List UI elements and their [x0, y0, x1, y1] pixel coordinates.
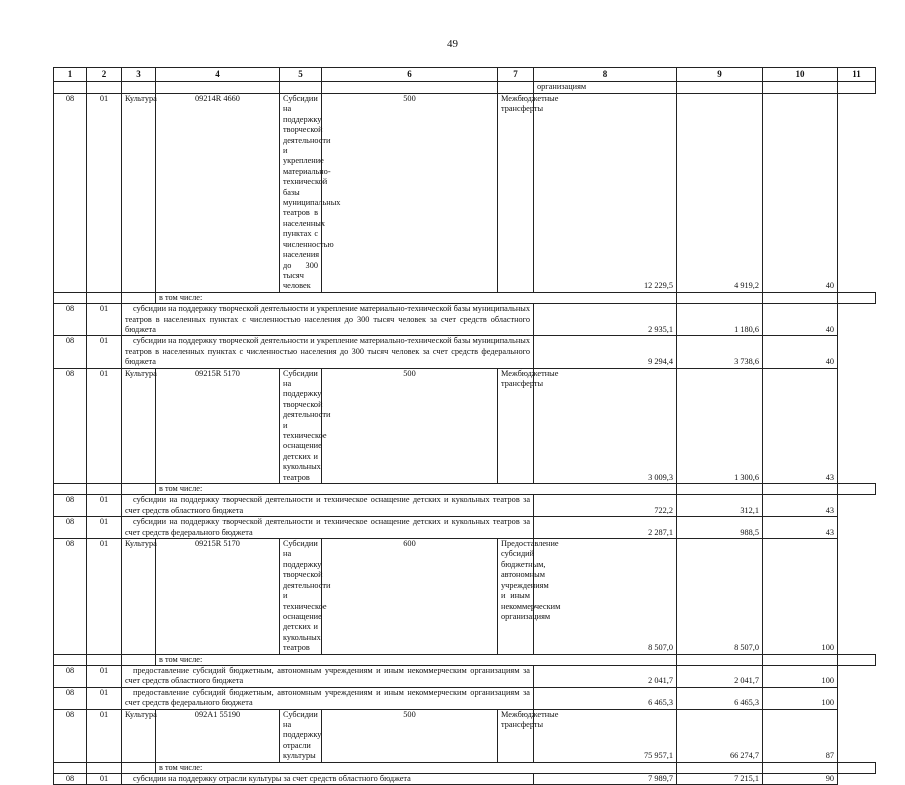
note-row — [54, 762, 876, 773]
cell-subsection: 01 — [87, 94, 122, 293]
table-row — [54, 709, 876, 762]
cell-subsection: 01 — [87, 304, 122, 336]
cell-sub-description: субсидии на поддержку творческой деятельности и укрепление материально-технической базы муниципальных театров в населенных пунктах с численностью населения до 300 тысяч человек за счет средств областного бюджета — [122, 304, 534, 336]
cell-value-10: 312,1 — [677, 495, 763, 517]
cell-value-11: 43 — [763, 368, 838, 483]
cell-description: Субсидии на поддержку отрасли культуры — [280, 709, 322, 762]
column-header-9: 9 — [677, 68, 763, 82]
cell-expense-type: 500 — [322, 709, 498, 762]
cell-value-9: 6 465,3 — [534, 687, 677, 709]
cell-section: 08 — [54, 709, 87, 762]
cell-value-10: 8 507,0 — [677, 539, 763, 654]
column-header-10: 10 — [763, 68, 838, 82]
cell-expense-type: 500 — [322, 94, 498, 293]
cell-value-9: 7 989,7 — [534, 774, 677, 785]
cell-value-9: 3 009,3 — [534, 368, 677, 483]
cell-value-9: 75 957,1 — [534, 709, 677, 762]
cell-note: в том числе: — [156, 484, 677, 495]
column-header-2: 2 — [87, 68, 122, 82]
cell-target-code: 092A1 55190 — [156, 709, 280, 762]
cell-subsection: 01 — [87, 687, 122, 709]
note-row — [54, 292, 876, 303]
cell-value-9: 2 935,1 — [534, 304, 677, 336]
column-header-3: 3 — [122, 68, 156, 82]
column-header-11: 11 — [838, 68, 876, 82]
cell-value-9: 12 229,5 — [534, 94, 677, 293]
column-header-5: 5 — [280, 68, 322, 82]
cell-value-11: 100 — [763, 665, 838, 687]
header-row — [54, 68, 876, 82]
cell-subsection: 01 — [87, 774, 122, 785]
cell-section: 08 — [54, 665, 87, 687]
cell-value-10: 6 465,3 — [677, 687, 763, 709]
cell-value-10: 1 180,6 — [677, 304, 763, 336]
cell-sub-description: субсидии на поддержку творческой деятельности и техническое оснащение детских и кукольных театров за счет средств областного бюджета — [122, 495, 534, 517]
cell-section: 08 — [54, 539, 87, 654]
column-header-7: 7 — [498, 68, 534, 82]
cell-value-11: 90 — [763, 774, 838, 785]
cell-value-9: 2 287,1 — [534, 517, 677, 539]
cell-value-11: 100 — [763, 539, 838, 654]
cell-value-11: 43 — [763, 517, 838, 539]
cell-description: Субсидии на поддержку творческой деятельности и техническое оснащение детских и кукольных театров — [280, 368, 322, 483]
cell-value-10: 3 738,6 — [677, 336, 763, 368]
column-header-6: 6 — [322, 68, 498, 82]
cell-name: Культура — [122, 368, 156, 483]
cell-name: Культура — [122, 539, 156, 654]
cell-value-9: 722,2 — [534, 495, 677, 517]
budget-table — [53, 67, 876, 785]
cell-value-9: 9 294,4 — [534, 336, 677, 368]
table-row — [54, 539, 876, 654]
cell-value-10: 7 215,1 — [677, 774, 763, 785]
note-row — [54, 484, 876, 495]
list-item — [54, 774, 876, 785]
cell-section: 08 — [54, 336, 87, 368]
list-item — [54, 495, 876, 517]
cell-value-9: 8 507,0 — [534, 539, 677, 654]
cell-sub-description: предоставление субсидий бюджетным, автономным учреждениям и иным некоммерческим организациям за счет средств федерального бюджета — [122, 687, 534, 709]
cell-expense-name: Межбюджетные трансферты — [498, 709, 534, 762]
page-number: 49 — [447, 38, 458, 50]
cell-value-11: 43 — [763, 495, 838, 517]
note-row — [54, 654, 876, 665]
cell-target-code: 09215R 5170 — [156, 368, 280, 483]
cell-value-10: 2 041,7 — [677, 665, 763, 687]
cell-subsection: 01 — [87, 539, 122, 654]
cell-subsection: 01 — [87, 495, 122, 517]
column-header-8: 8 — [534, 68, 677, 82]
cell-sub-description: предоставление субсидий бюджетным, автономным учреждениям и иным некоммерческим организациям за счет средств областного бюджета — [122, 665, 534, 687]
cell-section: 08 — [54, 687, 87, 709]
cell-note: в том числе: — [156, 654, 677, 665]
cell-value-11: 40 — [763, 336, 838, 368]
list-item — [54, 517, 876, 539]
list-item — [54, 304, 876, 336]
list-item — [54, 336, 876, 368]
cell-value-10: 988,5 — [677, 517, 763, 539]
cell-value-11: 87 — [763, 709, 838, 762]
cell-subsection: 01 — [87, 709, 122, 762]
table-row — [54, 368, 876, 483]
cell-subsection: 01 — [87, 665, 122, 687]
continuation-row — [54, 82, 876, 94]
cell-expense-type: 500 — [322, 368, 498, 483]
column-header-4: 4 — [156, 68, 280, 82]
cell-target-code: 09215R 5170 — [156, 539, 280, 654]
cell-section: 08 — [54, 368, 87, 483]
cell-section: 08 — [54, 304, 87, 336]
cell-expense-type: 600 — [322, 539, 498, 654]
cell-note: в том числе: — [156, 762, 677, 773]
table-row — [54, 94, 876, 293]
cell-expense-name: Предоставление субсидий бюджетным, автономным учреждениям и иным некоммерческим организациям — [498, 539, 534, 654]
cell-sub-description: субсидии на поддержку творческой деятельности и техническое оснащение детских и кукольных театров за счет средств федерального бюджета — [122, 517, 534, 539]
cell-description: Субсидии на поддержку творческой деятельности и техническое оснащение детских и кукольных театров — [280, 539, 322, 654]
cell-name: Культура — [122, 709, 156, 762]
cell-value-10: 66 274,7 — [677, 709, 763, 762]
list-item — [54, 687, 876, 709]
cell-expense-name: Межбюджетные трансферты — [498, 368, 534, 483]
cell-note: в том числе: — [156, 292, 677, 303]
cell-sub-description: субсидии на поддержку отрасли культуры за счет средств областного бюджета — [122, 774, 534, 785]
cell-subsection: 01 — [87, 336, 122, 368]
cell-section: 08 — [54, 517, 87, 539]
cell-section: 08 — [54, 495, 87, 517]
cell-subsection: 01 — [87, 517, 122, 539]
cell-description: Субсидии на поддержку творческой деятельности и укрепление материально-технической базы муниципальных театров в населенных пунктах с численностью населения до 300 тысяч человек — [280, 94, 322, 293]
cell-sub-description: субсидии на поддержку творческой деятельности и укрепление материально-технической базы муниципальных театров в населенных пунктах с численностью населения до 300 тысяч человек за счет средств федерального бюджета — [122, 336, 534, 368]
cell-section: 08 — [54, 94, 87, 293]
cell-target-code: 09214R 4660 — [156, 94, 280, 293]
cell-value-10: 1 300,6 — [677, 368, 763, 483]
cell-value-10: 4 919,2 — [677, 94, 763, 293]
list-item — [54, 665, 876, 687]
cell-value-9: 2 041,7 — [534, 665, 677, 687]
cell-name: Культура — [122, 94, 156, 293]
cell-value-11: 100 — [763, 687, 838, 709]
cell-value-11: 40 — [763, 304, 838, 336]
cell-value-11: 40 — [763, 94, 838, 293]
column-header-1: 1 — [54, 68, 87, 82]
cell-subsection: 01 — [87, 368, 122, 483]
cell-c8: организациям — [534, 82, 677, 94]
cell-expense-name: Межбюджетные трансферты — [498, 94, 534, 293]
cell-section: 08 — [54, 774, 87, 785]
